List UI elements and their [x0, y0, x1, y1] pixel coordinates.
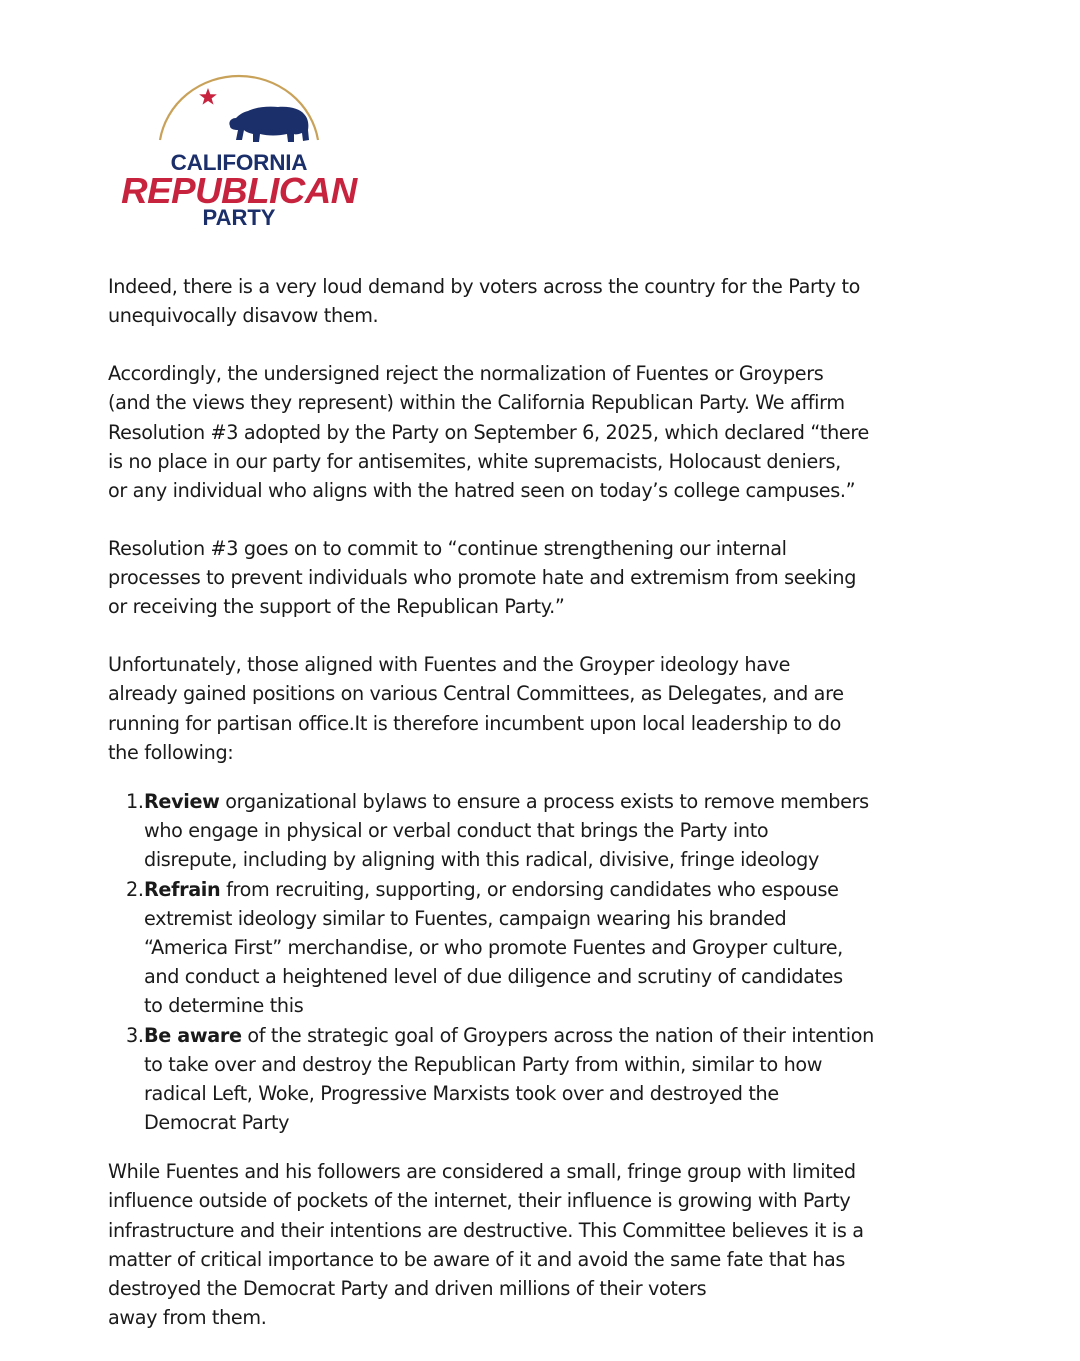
- text-line: Democrat Party: [144, 1111, 290, 1135]
- list-item-review: [108, 787, 988, 875]
- star-icon: [199, 88, 217, 105]
- text-line: “America First” merchandise, or who promote Fuentes and Groyper culture,: [144, 935, 843, 959]
- text-line: Resolution #3 adopted by the Party on September 6, 2025, which declared “there: [108, 420, 869, 444]
- text-span: of the strategic goal of Groypers across the nation of their intention: [241, 1023, 874, 1047]
- text-line: [144, 1021, 988, 1050]
- logo-california: CALIFORNIA: [170, 150, 308, 175]
- logo-republican: REPUBLICAN: [121, 170, 357, 211]
- text-line: or receiving the support of the Republican Party.”: [108, 595, 565, 619]
- text-line: matter of critical importance to be aware of it and avoid the same fate that has: [108, 1247, 846, 1271]
- text-line: away from them.: [108, 1306, 267, 1330]
- text-span: from recruiting, supporting, or endorsing candidates who espouse: [220, 877, 839, 901]
- text-line: Unfortunately, those aligned with Fuentes and the Groyper ideology have: [108, 653, 791, 677]
- text-line: unequivocally disavow them.: [108, 304, 379, 328]
- paragraph-positions-gained: [108, 650, 988, 767]
- document-body: [108, 272, 988, 1361]
- list-number: 2.: [126, 877, 144, 901]
- text-line: who engage in physical or verbal conduct that brings the Party into: [144, 819, 769, 843]
- california-republican-party-logo: [108, 62, 370, 237]
- text-line: Indeed, there is a very loud demand by voters across the country for the Party to: [108, 275, 861, 298]
- text-line: already gained positions on various Central Committees, as Delegates, and are: [108, 682, 844, 706]
- list-number: 1.: [126, 790, 144, 814]
- logo-graphic: [108, 62, 370, 162]
- text-line: running for partisan office.It is therefore incumbent upon local leadership to do: [108, 711, 841, 735]
- text-line: [144, 875, 988, 904]
- text-line: Accordingly, the undersigned reject the normalization of Fuentes or Groypers: [108, 362, 824, 386]
- text-line: While Fuentes and his followers are considered a small, fringe group with limited: [108, 1160, 856, 1184]
- text-line: Resolution #3 goes on to commit to “continue strengthening our internal: [108, 536, 787, 560]
- paragraph-demand: [108, 272, 988, 330]
- list-item-keyword: Review: [144, 790, 220, 814]
- list-item-refrain: [108, 875, 988, 1021]
- logo-party: PARTY: [202, 205, 276, 230]
- text-line: to take over and destroy the Republican Party from within, similar to how: [144, 1052, 823, 1076]
- text-line: [144, 787, 988, 816]
- text-line: to determine this: [144, 994, 304, 1018]
- list-number: 3.: [126, 1023, 144, 1047]
- paragraph-resolution-commitment: [108, 534, 988, 622]
- list-item-keyword: Be aware: [144, 1023, 242, 1047]
- text-line: radical Left, Woke, Progressive Marxists took over and destroyed the: [144, 1081, 779, 1105]
- list-item-keyword: Refrain: [144, 877, 221, 901]
- text-span: organizational bylaws to ensure a process exists to remove members: [219, 790, 869, 814]
- text-line: influence outside of pockets of the internet, their influence is growing with Party: [108, 1189, 851, 1213]
- text-line: is no place in our party for antisemites, white supremacists, Holocaust deniers,: [108, 449, 841, 473]
- paragraph-reject-normalization: [108, 359, 988, 505]
- list-item-be-aware: [108, 1021, 988, 1138]
- text-line: the following:: [108, 740, 234, 764]
- text-line: and conduct a heightened level of due diligence and scrutiny of candidates: [144, 965, 843, 989]
- bear-icon: [229, 107, 309, 142]
- text-line: (and the views they represent) within the California Republican Party. We affirm: [108, 391, 845, 415]
- text-line: destroyed the Democrat Party and driven millions of their voters: [108, 1277, 707, 1301]
- text-line: extremist ideology similar to Fuentes, campaign wearing his branded: [144, 906, 787, 930]
- text-line: processes to prevent individuals who promote hate and extremism from seeking: [108, 566, 857, 590]
- text-line: disrepute, including by aligning with this radical, divisive, fringe ideology: [144, 848, 820, 872]
- paragraph-closing: [108, 1157, 988, 1332]
- text-line: or any individual who aligns with the hatred seen on today’s college campuses.”: [108, 478, 856, 502]
- action-list: [108, 787, 988, 1137]
- text-line: infrastructure and their intentions are destructive. This Committee believes it is a: [108, 1218, 864, 1242]
